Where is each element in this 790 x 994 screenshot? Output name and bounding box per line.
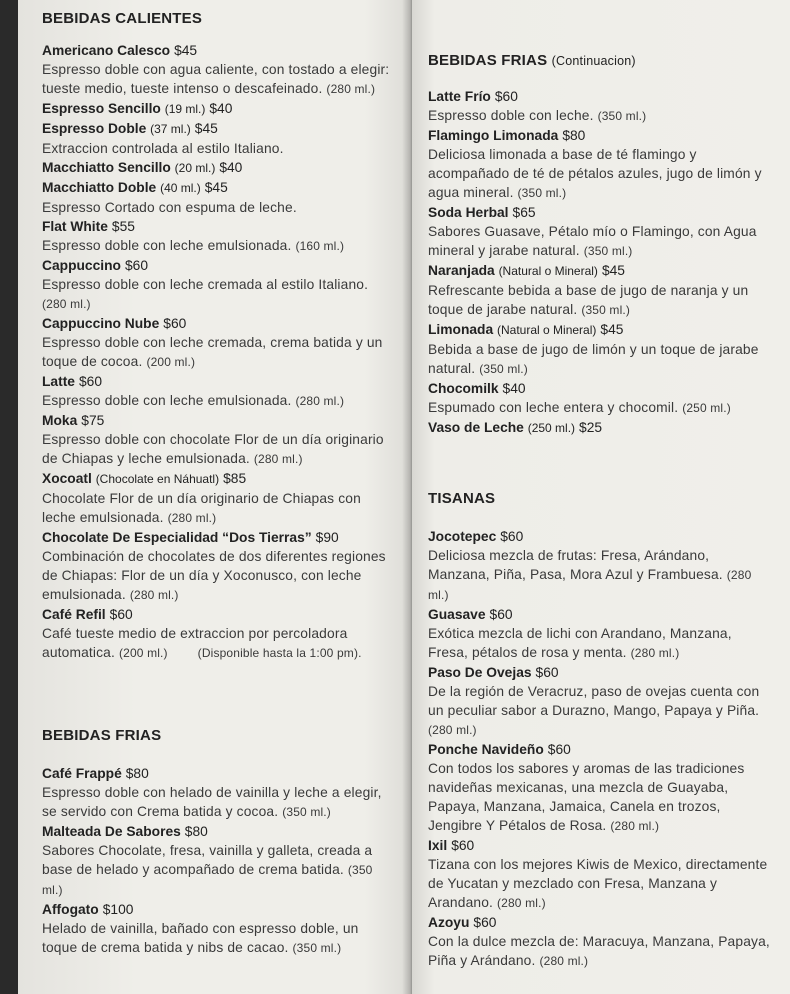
menu-item-name: Chocolate De Especialidad “Dos Tierras” <box>42 530 312 545</box>
menu-item-volume: (280 ml.) <box>167 511 217 525</box>
menu-item-description-text: Exótica mezcla de lichi con Arandano, Manzana, Fresa, pétalos de rosa y menta. <box>428 626 732 660</box>
menu-item-volume: (350 ml.) <box>282 805 331 819</box>
menu-item-description <box>428 222 772 261</box>
menu-item-price: $45 <box>601 263 625 278</box>
menu-item-volume: (160 ml.) <box>295 239 345 253</box>
menu-item-name: Café Frappé <box>42 766 122 781</box>
menu-item <box>42 314 392 372</box>
menu-item-volume: (350 ml.) <box>581 303 631 317</box>
menu-item-description <box>42 198 392 217</box>
menu-item-description-text: Sabores Guasave, Pétalo mío o Flamingo, con Agua mineral y jarabe natural. <box>428 224 757 258</box>
menu-item <box>428 605 772 663</box>
section-title-bebidas-frias: BEBIDAS FRIAS <box>42 727 162 744</box>
menu-item-description-text: Refrescante bebida a base de jugo de naranja y un toque de jarabe natural. <box>428 283 749 317</box>
menu-item <box>428 379 772 418</box>
menu-item-price: $60 <box>494 89 518 104</box>
menu-item <box>42 605 392 663</box>
menu-item-detail: (Natural o Mineral) <box>497 323 597 337</box>
menu-item-description <box>428 546 772 605</box>
menu-item-description-text: Chocolate Flor de un día originario de Chiapas con leche emulsionada. <box>42 491 361 525</box>
menu-item-description-text: De la región de Veracruz, paso de ovejas cuenta con un peculiar sabor a Durazno, Mango, Papaya y Piña. <box>428 684 760 718</box>
menu-item-header <box>42 256 392 275</box>
menu-item-header <box>42 99 392 119</box>
menu-list-bebidas-frias <box>42 764 392 958</box>
menu-item-description-text: Deliciosa limonada a base de té flamingo y acompañado de té de pétalos azules, jugo de limón y agua mineral. <box>428 147 762 200</box>
section-title-bebidas-calientes: BEBIDAS CALIENTES <box>42 10 203 27</box>
menu-item-header <box>42 158 392 178</box>
menu-item-header <box>42 119 392 139</box>
menu-item-description <box>42 624 392 663</box>
menu-item-description-text: Espumado con leche entera y chocomil. <box>428 400 679 415</box>
menu-item-detail: (37 ml.) <box>150 122 191 136</box>
menu-item-header <box>428 836 772 855</box>
menu-item-header <box>428 527 772 546</box>
menu-item-volume: (280 ml.) <box>497 896 546 910</box>
menu-item-description <box>428 340 772 379</box>
menu-item-price: $85 <box>223 471 247 486</box>
menu-item-name: Americano Calesco <box>42 43 171 58</box>
menu-item-detail: (19 ml.) <box>164 102 206 116</box>
menu-item-description <box>428 932 772 971</box>
menu-item-description-text: Sabores Chocolate, fresa, vainilla y galleta, creada a base de helado y acompañado de crema batida. <box>42 843 373 877</box>
menu-item-description <box>428 624 772 663</box>
menu-item-description <box>428 281 772 320</box>
menu-item-name: Espresso Doble <box>42 121 147 136</box>
menu-item-price: $45 <box>600 322 624 337</box>
menu-item-header <box>428 740 772 759</box>
menu-item <box>428 261 772 320</box>
section-title-note: (Continuacion) <box>551 54 636 68</box>
menu-item-price: $45 <box>204 180 228 195</box>
menu-item <box>42 178 392 217</box>
menu-item-header <box>42 764 392 783</box>
menu-item-header <box>428 418 772 438</box>
menu-item-header <box>428 126 772 145</box>
menu-item-description <box>428 398 772 418</box>
menu-item-description-text: Espresso doble con chocolate Flor de un día originario de Chiapas y leche emulsionada. <box>42 432 384 466</box>
menu-item-header <box>42 178 392 198</box>
menu-item-description-text: Extraccion controlada al estilo Italiano. <box>42 141 284 156</box>
menu-item-volume: (280 ml.) <box>129 588 179 602</box>
menu-item-volume: (350 ml.) <box>479 362 528 376</box>
menu-item-header <box>428 379 772 398</box>
menu-item-description-text: Espresso doble con leche cremada al estilo Italiano. <box>42 277 369 292</box>
menu-item-header <box>428 261 772 281</box>
menu-item-name: Flat White <box>42 219 108 234</box>
menu-item-price: $100 <box>102 902 134 917</box>
menu-item-name: Soda Herbal <box>428 205 509 220</box>
menu-item-description-text: Tizana con los mejores Kiwis de Mexico, directamente de Yucatan y mezclado con Fresa, Manzana y Arandano. <box>428 857 768 910</box>
menu-item <box>42 99 392 119</box>
menu-list-bebidas-calientes <box>42 41 392 663</box>
menu-item-description <box>42 841 392 900</box>
menu-item-price: $60 <box>109 607 133 622</box>
menu-item-description <box>42 489 392 528</box>
menu-item-detail: (Natural o Mineral) <box>498 264 598 278</box>
menu-item-description <box>428 106 772 126</box>
menu-item-description <box>42 333 392 372</box>
menu-item-price: $80 <box>562 128 586 143</box>
menu-item-description-text: Helado de vainilla, bañado con espresso doble, un toque de crema batida y nibs de cacao. <box>42 921 359 955</box>
menu-item <box>42 822 392 900</box>
menu-item-description-text: Café tueste medio de extraccion por percoladora automatica. <box>42 626 348 660</box>
menu-item-header <box>42 469 392 489</box>
menu-item-name: Limonada <box>428 322 494 337</box>
menu-item-price: $55 <box>111 219 135 234</box>
menu-item-description-text: Deliciosa mezcla de frutas: Fresa, Arándano, Manzana, Piña, Pasa, Mora Azul y Frambuesa. <box>428 548 723 582</box>
menu-item-detail: (Chocolate en Náhuatl) <box>95 472 220 486</box>
menu-item <box>42 41 392 99</box>
right-page <box>412 0 790 994</box>
menu-item-volume: (350 ml.) <box>42 863 373 897</box>
section-title-text: BEBIDAS FRIAS <box>428 52 548 69</box>
menu-item-price: $40 <box>209 101 233 116</box>
menu-item-name: Jocotepec <box>428 529 497 544</box>
menu-item-name: Vaso de Leche <box>428 420 524 435</box>
menu-item-volume: (200 ml.) <box>146 355 196 369</box>
menu-item-volume: (350 ml.) <box>517 186 567 200</box>
menu-item-name: Latte Frío <box>428 89 491 104</box>
menu-item-volume: (280 ml.) <box>630 646 680 660</box>
menu-item-price: $90 <box>315 530 339 545</box>
menu-item-availability: (Disponible hasta la 1:00 pm). <box>197 646 362 660</box>
menu-item-name: Latte <box>42 374 75 389</box>
menu-item-description-text: Con la dulce mezcla de: Maracuya, Manzana, Papaya, Piña y Arándano. <box>428 934 770 968</box>
menu-item-detail: (20 ml.) <box>174 161 216 175</box>
menu-item <box>42 764 392 822</box>
menu-item-description <box>428 145 772 203</box>
menu-item-volume: (350 ml.) <box>583 244 633 258</box>
menu-item-description-text: Espresso doble con helado de vainilla y leche a elegir, se servido con Crema batida y cocoa. <box>42 785 382 819</box>
menu-item-volume: (280 ml.) <box>253 452 303 466</box>
menu-item-header <box>42 822 392 841</box>
menu-item <box>428 740 772 836</box>
menu-item-name: Ixil <box>428 838 448 853</box>
menu-item-name: Guasave <box>428 607 486 622</box>
section-title-tisanas: TISANAS <box>428 490 496 507</box>
menu-item <box>42 119 392 158</box>
menu-item-name: Paso De Ovejas <box>428 665 532 680</box>
menu-item-name: Flamingo Limonada <box>428 128 559 143</box>
menu-list-bebidas-frias-continuacion <box>428 87 772 438</box>
menu-item-description <box>42 919 392 958</box>
menu-item-price: $60 <box>124 258 148 273</box>
menu-item-header <box>428 320 772 340</box>
menu-item-description-text: Espresso doble con agua caliente, con tostado a elegir: tueste medio, tueste intenso o descafeinado. <box>42 62 390 96</box>
menu-item <box>428 836 772 913</box>
menu-item-price: $60 <box>78 374 102 389</box>
left-page <box>18 0 412 994</box>
menu-item-price: $60 <box>535 665 559 680</box>
menu-item-description <box>42 139 392 158</box>
menu-item-price: $80 <box>125 766 149 781</box>
menu-item-name: Naranjada <box>428 263 495 278</box>
menu-item-description-text: Con todos los sabores y aromas de las tradiciones navideñas mexicanas, una mezcla de Guayaba, Papaya, Manzana, Jamaica, Canela en trozos, Jengibre Y Pétalos de Rosa. <box>428 761 745 833</box>
menu-item-description <box>42 430 392 469</box>
menu-item <box>42 372 392 411</box>
menu-item-header <box>42 314 392 333</box>
menu-item-header <box>428 87 772 106</box>
menu-item <box>428 126 772 203</box>
menu-item-name: Cappuccino Nube <box>42 316 160 331</box>
menu-item-header <box>42 372 392 391</box>
menu-item-header <box>42 41 392 60</box>
menu-item-description <box>42 60 392 99</box>
menu-item-price: $60 <box>163 316 187 331</box>
menu-item-price: $25 <box>579 420 603 435</box>
menu-item-description <box>428 855 772 913</box>
menu-item-header <box>428 663 772 682</box>
menu-item-volume: (200 ml.) <box>118 646 168 660</box>
menu-item-name: Xocoatl <box>42 471 92 486</box>
menu-item-name: Macchiatto Doble <box>42 180 157 195</box>
menu-item <box>42 469 392 528</box>
menu-item-header <box>42 528 392 547</box>
menu-item <box>428 663 772 740</box>
menu-item-description-text: Combinación de chocolates de dos diferentes regiones de Chiapas: Flor de un día y Xoconusco, con leche emulsionada. <box>42 549 386 602</box>
menu-item-description <box>428 759 772 836</box>
menu-item <box>428 913 772 971</box>
menu-item-name: Chocomilk <box>428 381 499 396</box>
menu-item <box>42 900 392 958</box>
menu-item-name: Macchiatto Sencillo <box>42 160 171 175</box>
menu-item-name: Malteada De Sabores <box>42 824 181 839</box>
menu-item-header <box>42 900 392 919</box>
menu-item-price: $40 <box>219 160 243 175</box>
menu-item-price: $40 <box>502 381 526 396</box>
menu-item-description-text: Bebida a base de jugo de limón y un toque de jarabe natural. <box>428 342 759 376</box>
menu-item <box>428 87 772 126</box>
menu-item-volume: (350 ml.) <box>292 941 342 955</box>
menu-item-volume: (280 ml.) <box>428 568 752 602</box>
menu-item-header <box>42 411 392 430</box>
menu-item-name: Ponche Navideño <box>428 742 544 757</box>
menu-item <box>428 418 772 438</box>
menu-item-name: Affogato <box>42 902 99 917</box>
menu-item-description <box>42 236 392 256</box>
menu-item-volume: (280 ml.) <box>326 82 376 96</box>
menu-item-price: $75 <box>81 413 105 428</box>
menu-item <box>42 256 392 314</box>
menu-item-price: $80 <box>184 824 208 839</box>
menu-item-price: $60 <box>473 915 497 930</box>
menu-item-volume: (280 ml.) <box>428 723 477 737</box>
menu-item-description <box>42 547 392 605</box>
menu-item-volume: (280 ml.) <box>42 297 91 311</box>
menu-item-volume: (350 ml.) <box>597 109 647 123</box>
menu-item-name: Cappuccino <box>42 258 121 273</box>
menu-item-description-text: Espresso doble con leche emulsionada. <box>42 393 292 408</box>
menu-item-description <box>42 783 392 822</box>
menu-item-volume: (280 ml.) <box>539 954 589 968</box>
menu-item-description-text: Espresso doble con leche emulsionada. <box>42 238 292 253</box>
menu-item-price: $65 <box>512 205 536 220</box>
menu-item-header <box>42 217 392 236</box>
menu-item-header <box>42 605 392 624</box>
menu-item-description <box>428 682 772 740</box>
menu-item <box>42 217 392 256</box>
menu-item <box>42 411 392 469</box>
menu-item-volume: (280 ml.) <box>610 819 660 833</box>
menu-item-description-text: Espresso doble con leche. <box>428 108 594 123</box>
menu-item-header <box>428 605 772 624</box>
menu-item-detail: (40 ml.) <box>160 181 201 195</box>
menu-item-volume: (280 ml.) <box>295 394 345 408</box>
menu-item-price: $60 <box>500 529 524 544</box>
menu-item <box>42 158 392 178</box>
menu-item <box>42 528 392 605</box>
menu-item-detail: (250 ml.) <box>527 421 576 435</box>
menu-item-header <box>428 913 772 932</box>
menu-item <box>428 203 772 261</box>
menu-item-name: Azoyu <box>428 915 470 930</box>
menu-item <box>428 320 772 379</box>
menu-item-price: $45 <box>174 43 198 58</box>
section-title-bebidas-frias-continuacion <box>428 52 772 69</box>
menu-item-price: $60 <box>489 607 513 622</box>
menu-item-header <box>428 203 772 222</box>
menu-item-name: Café Refil <box>42 607 106 622</box>
menu-item-name: Moka <box>42 413 78 428</box>
menu-item-price: $60 <box>451 838 475 853</box>
menu-item-description <box>42 391 392 411</box>
menu-item-name: Espresso Sencillo <box>42 101 161 116</box>
menu-item-description-text: Espresso doble con leche cremada, crema batida y un toque de cocoa. <box>42 335 383 369</box>
menu-item-description <box>42 275 392 314</box>
menu-item <box>428 527 772 605</box>
menu-item-price: $60 <box>547 742 571 757</box>
menu-list-tisanas <box>428 527 772 971</box>
menu-item-price: $45 <box>194 121 218 136</box>
menu-item-description-text: Espresso Cortado con espuma de leche. <box>42 200 297 215</box>
menu-item-volume: (250 ml.) <box>682 401 731 415</box>
